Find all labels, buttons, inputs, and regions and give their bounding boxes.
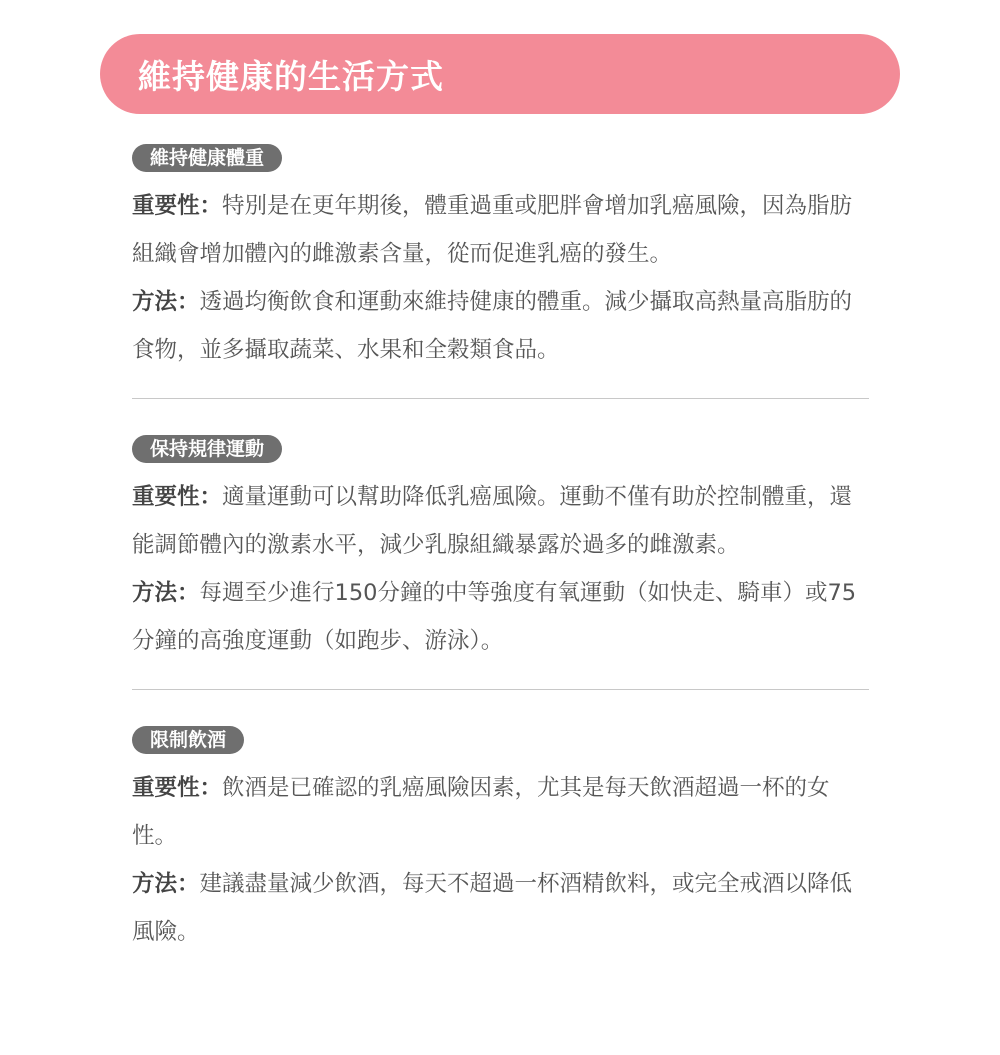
importance-text: 特別是在更年期後，體重過重或肥胖會增加乳癌風險，因為脂肪組織會增加體內的雌激素含量，從而促進乳癌的發生。 <box>132 193 853 267</box>
method-text: 透過均衡飲食和運動來維持健康的體重。減少攝取高熱量高脂肪的食物，並多攝取蔬菜、水果和全穀類食品。 <box>132 289 853 363</box>
method-label: 方法： <box>132 580 200 606</box>
importance-paragraph <box>132 764 869 860</box>
method-paragraph <box>132 860 869 956</box>
method-text: 建議盡量減少飲酒，每天不超過一杯酒精飲料，或完全戒酒以降低風險。 <box>132 871 853 945</box>
method-text: 每週至少進行150分鐘的中等強度有氧運動（如快走、騎車）或75分鐘的高強度運動（如跑步、游泳）。 <box>132 580 857 654</box>
method-paragraph <box>132 278 869 374</box>
importance-label: 重要性： <box>132 484 223 510</box>
method-label: 方法： <box>132 289 200 315</box>
content <box>132 144 869 956</box>
divider <box>132 689 869 690</box>
section-healthy-weight <box>132 144 869 374</box>
header-banner <box>100 34 900 114</box>
method-paragraph <box>132 569 869 665</box>
section-limit-alcohol <box>132 726 869 956</box>
importance-label: 重要性： <box>132 193 223 219</box>
section-regular-exercise <box>132 435 869 665</box>
section-tag: 限制飲酒 <box>132 726 244 754</box>
importance-paragraph <box>132 473 869 569</box>
divider <box>132 398 869 399</box>
importance-text: 適量運動可以幫助降低乳癌風險。運動不僅有助於控制體重，還能調節體內的激素水平，減少乳腺組織暴露於過多的雌激素。 <box>132 484 853 558</box>
method-label: 方法： <box>132 871 200 897</box>
section-tag: 保持規律運動 <box>132 435 282 463</box>
section-tag: 維持健康體重 <box>132 144 282 172</box>
importance-paragraph <box>132 182 869 278</box>
page-title: 維持健康的生活方式 <box>138 56 444 96</box>
importance-text: 飲酒是已確認的乳癌風險因素，尤其是每天飲酒超過一杯的女性。 <box>132 775 830 849</box>
importance-label: 重要性： <box>132 775 223 801</box>
